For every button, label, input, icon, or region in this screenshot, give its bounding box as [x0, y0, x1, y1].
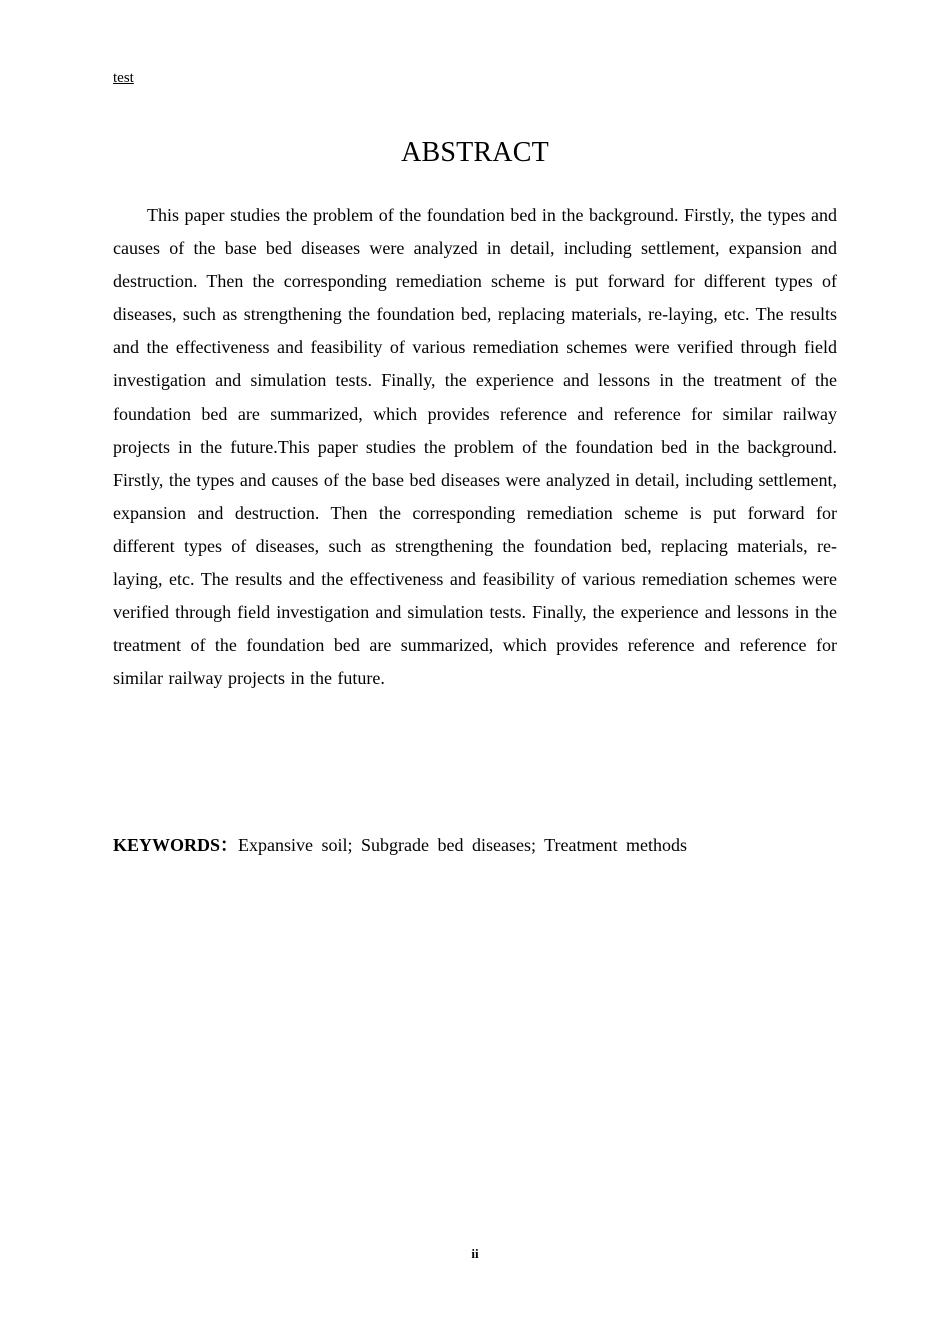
abstract-body: This paper studies the problem of the foundation bed in the background. Firstly, the types and causes of the base bed diseases were analyzed in detail, including settlement, expansion and destruction. Then the corresponding remediation scheme is put forward for different types of diseases, such as strengthening the foundation bed, replacing materials, re-laying, etc. The results and the effectiveness and feasibility of various remediation schemes were verified through field investigation and simulation tests. Finally, the experience and lessons in the treatment of the foundation bed are summarized, which provides reference and reference for similar railway projects in the future.This paper studies the problem of the foundation bed in the background. Firstly, the types and causes of the base bed diseases were analyzed in detail, including settlement, expansion and destruction. Then the corresponding remediation scheme is put forward for different types of diseases, such as strengthening the foundation bed, replacing materials, re-laying, etc. The results and the effectiveness and feasibility of various remediation schemes were verified through field investigation and simulation tests. Finally, the experience and lessons in the treatment of the foundation bed are summarized, which provides reference and reference for similar railway projects in the future. — [113, 205, 837, 689]
header-link[interactable]: test — [113, 70, 134, 86]
page-number: ii — [471, 1246, 479, 1261]
keywords-value: Expansive soil; Subgrade bed diseases; Treatment methods — [238, 835, 687, 855]
keywords-line — [113, 829, 837, 862]
page-title: ABSTRACT — [401, 137, 549, 168]
keywords-label: KEYWORDS： — [113, 835, 239, 855]
